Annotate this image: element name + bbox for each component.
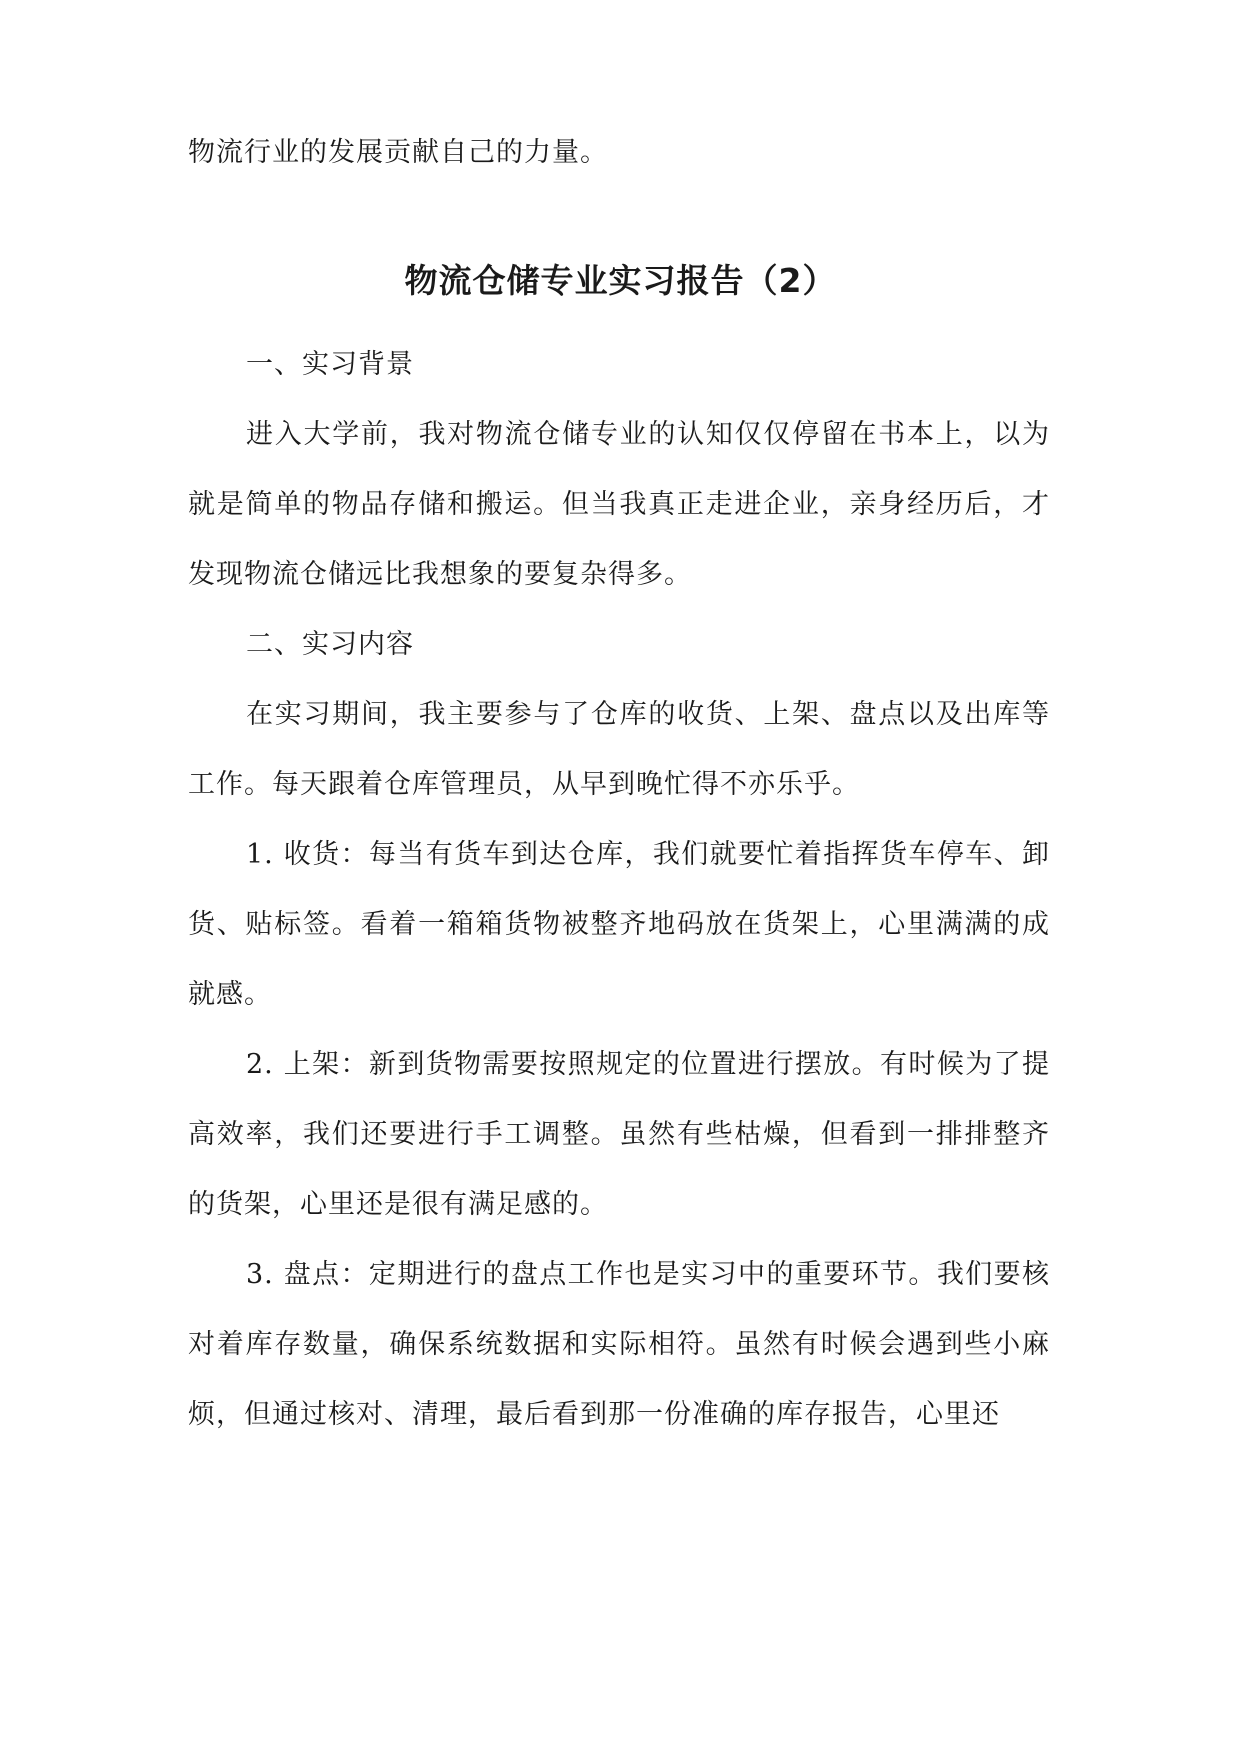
report-title: 物流仓储专业实习报告（2） <box>404 261 837 300</box>
list-item-shelving: 2. 上架：新到货物需要按照规定的位置进行摆放。有时候为了提高效率，我们还要进行手工调整。虽然有些枯燥，但看到一排排整齐的货架，心里还是很有满足感的。 <box>188 1049 1050 1220</box>
list-item-receiving: 1. 收货：每当有货车到达仓库，我们就要忙着指挥货车停车、卸货、贴标签。看着一箱箱货物被整齐地码放在货架上，心里满满的成就感。 <box>188 839 1050 1010</box>
section-heading-background: 一、实习背景 <box>246 349 414 380</box>
section-heading-content: 二、实习内容 <box>246 629 414 660</box>
paragraph-content-intro: 在实习期间，我主要参与了仓库的收货、上架、盘点以及出库等工作。每天跟着仓库管理员，从早到晚忙得不亦乐乎。 <box>188 699 1050 800</box>
continued-paragraph-line: 物流行业的发展贡献自己的力量。 <box>188 137 608 168</box>
paragraph-background: 进入大学前，我对物流仓储专业的认知仅仅停留在书本上，以为就是简单的物品存储和搬运。但当我真正走进企业，亲身经历后，才发现物流仓储远比我想象的要复杂得多。 <box>188 419 1050 590</box>
list-item-stocktaking: 3. 盘点：定期进行的盘点工作也是实习中的重要环节。我们要核对着库存数量，确保系统数据和实际相符。虽然有时候会遇到些小麻烦，但通过核对、清理，最后看到那一份准确的库存报告，心里还 <box>188 1259 1050 1430</box>
